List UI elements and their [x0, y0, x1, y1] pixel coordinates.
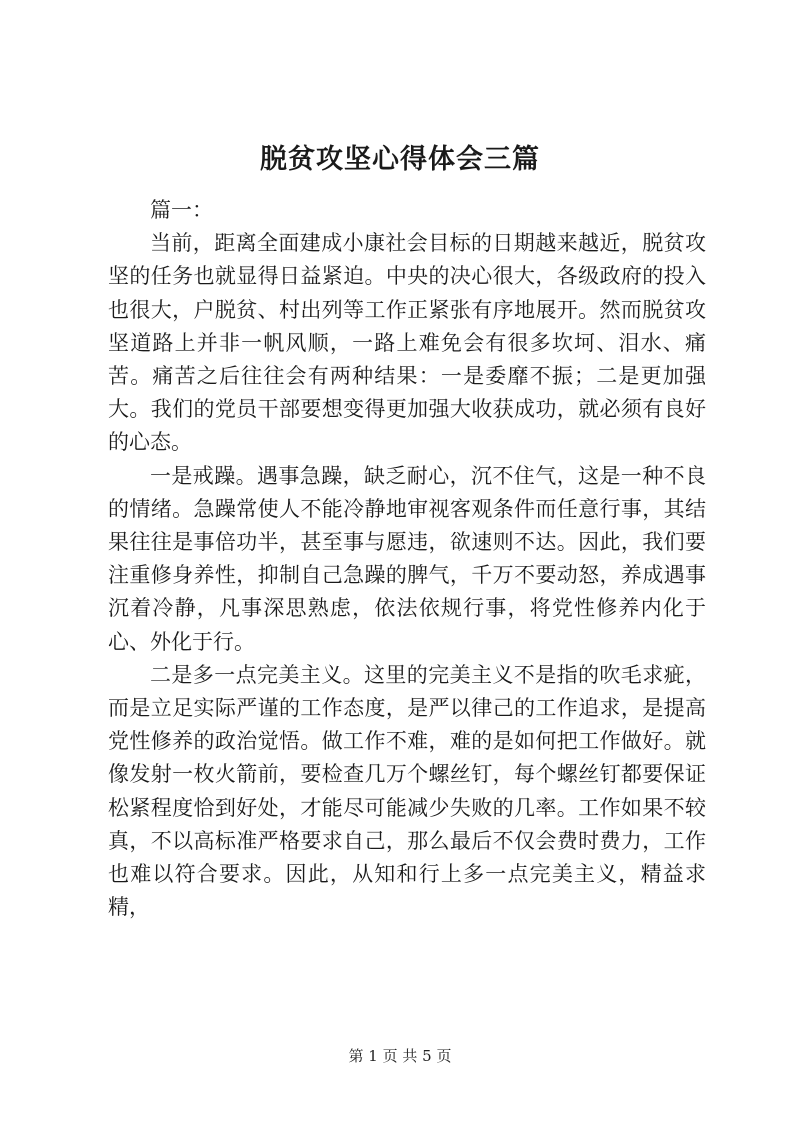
page-footer: 第 1 页 共 5 页	[348, 1047, 452, 1065]
section-label: 篇一：	[150, 198, 213, 222]
paragraph-1: 当前，距离全面建成小康社会目标的日期越来越近，脱贫攻坚的任务也就显得日益紧迫。中央的决心很大，各级政府的投入也很大，户脱贫、村出列等工作正紧张有序地展开。然而脱贫攻坚道路上并非一帆风顺，一路上难免会有很多坎坷、泪水、痛苦。痛苦之后往往会有两种结果：一是委靡不振；二是更加强大。我们的党员干部要想变得更加强大收获成功，就必须有良好的心态。	[108, 231, 706, 455]
document-title: 脱贫攻坚心得体会三篇	[260, 144, 540, 175]
paragraph-2: 一是戒躁。遇事急躁，缺乏耐心，沉不住气，这是一种不良的情绪。急躁常使人不能冷静地审视客观条件而任意行事，其结果往往是事倍功半，甚至事与愿违，欲速则不达。因此，我们要注重修身养性，抑制自己急躁的脾气，千万不要动怒，养成遇事沉着冷静，凡事深思熟虑，依法依规行事，将党性修养内化于心、外化于行。	[108, 463, 706, 654]
paragraph-3: 二是多一点完美主义。这里的完美主义不是指的吹毛求疵，而是立足实际严谨的工作态度，是严以律己的工作追求，是提高党性修养的政治觉悟。做工作不难，难的是如何把工作做好。就像发射一枚火箭前，要检查几万个螺丝钉，每个螺丝钉都要保证松紧程度恰到好处，才能尽可能减少失败的几率。工作如果不较真，不以高标准严格要求自己，那么最后不仅会费时费力，工作也难以符合要求。因此，从知和行上多一点完美主义，精益求精，	[108, 662, 706, 920]
document-body	[108, 194, 706, 924]
